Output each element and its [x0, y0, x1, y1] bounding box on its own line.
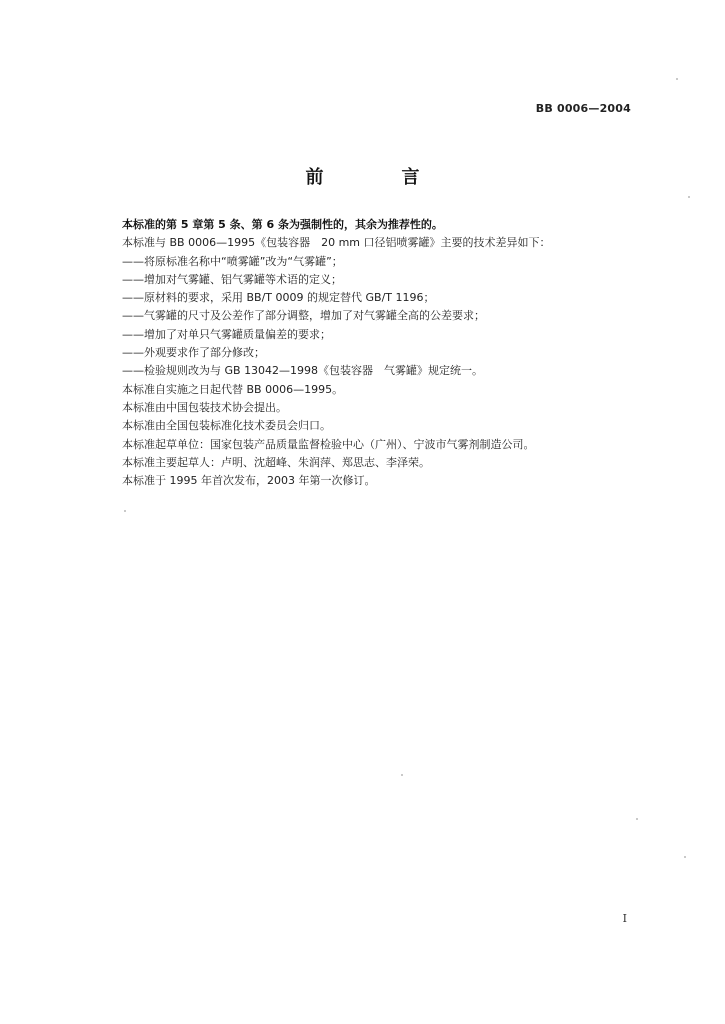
scan-speck — [688, 196, 690, 198]
paragraph-mandatory-clauses: 本标准的第 5 章第 5 条、第 6 条为强制性的，其余为推荐性的。 — [122, 218, 443, 231]
paragraph-drafting-units: 本标准起草单位：国家包装产品质量监督检验中心（广州）、宁波市气雾剂制造公司。 — [122, 437, 535, 451]
list-item: ——将原标准名称中“喷雾罐”改为“气雾罐”； — [122, 254, 343, 268]
page-title: 前 言 — [305, 167, 450, 188]
list-item: ——检验规则改为与 GB 13042—1998《包装容器 气雾罐》规定统一。 — [122, 364, 484, 378]
list-item: ——原材料的要求，采用 BB/T 0009 的规定替代 GB/T 1196； — [122, 291, 435, 305]
paragraph-publication-history: 本标准于 1995 年首次发布，2003 年第一次修订。 — [122, 474, 376, 488]
paragraph-replacement: 本标准自实施之日起代替 BB 0006—1995。 — [122, 382, 344, 396]
page-number: I — [622, 912, 627, 925]
scan-speck — [636, 818, 638, 820]
paragraph-responsible-committee: 本标准由全国包装标准化技术委员会归口。 — [122, 419, 331, 433]
scan-speck — [684, 856, 686, 858]
paragraph-proposer: 本标准由中国包装技术协会提出。 — [122, 400, 287, 414]
paragraph-technical-differences: 本标准与 BB 0006—1995《包装容器 20 mm 口径铝喷雾罐》主要的技术差异如下： — [122, 236, 551, 250]
list-item: ——增加对气雾罐、铝气雾罐等术语的定义； — [122, 272, 342, 286]
list-item: ——增加了对单只气雾罐质量偏差的要求； — [122, 327, 331, 341]
list-item: ——气雾罐的尺寸及公差作了部分调整，增加了对气雾罐全高的公差要求； — [122, 309, 485, 323]
scan-speck — [124, 510, 126, 512]
scan-speck — [676, 78, 678, 80]
foreword-body — [122, 216, 642, 490]
paragraph-drafters: 本标准主要起草人：卢明、沈超峰、朱润萍、郑思志、李泽荣。 — [122, 455, 430, 469]
list-item: ——外观要求作了部分修改； — [122, 346, 265, 360]
scan-speck — [401, 774, 403, 776]
standard-code: BB 0006—2004 — [535, 102, 631, 115]
